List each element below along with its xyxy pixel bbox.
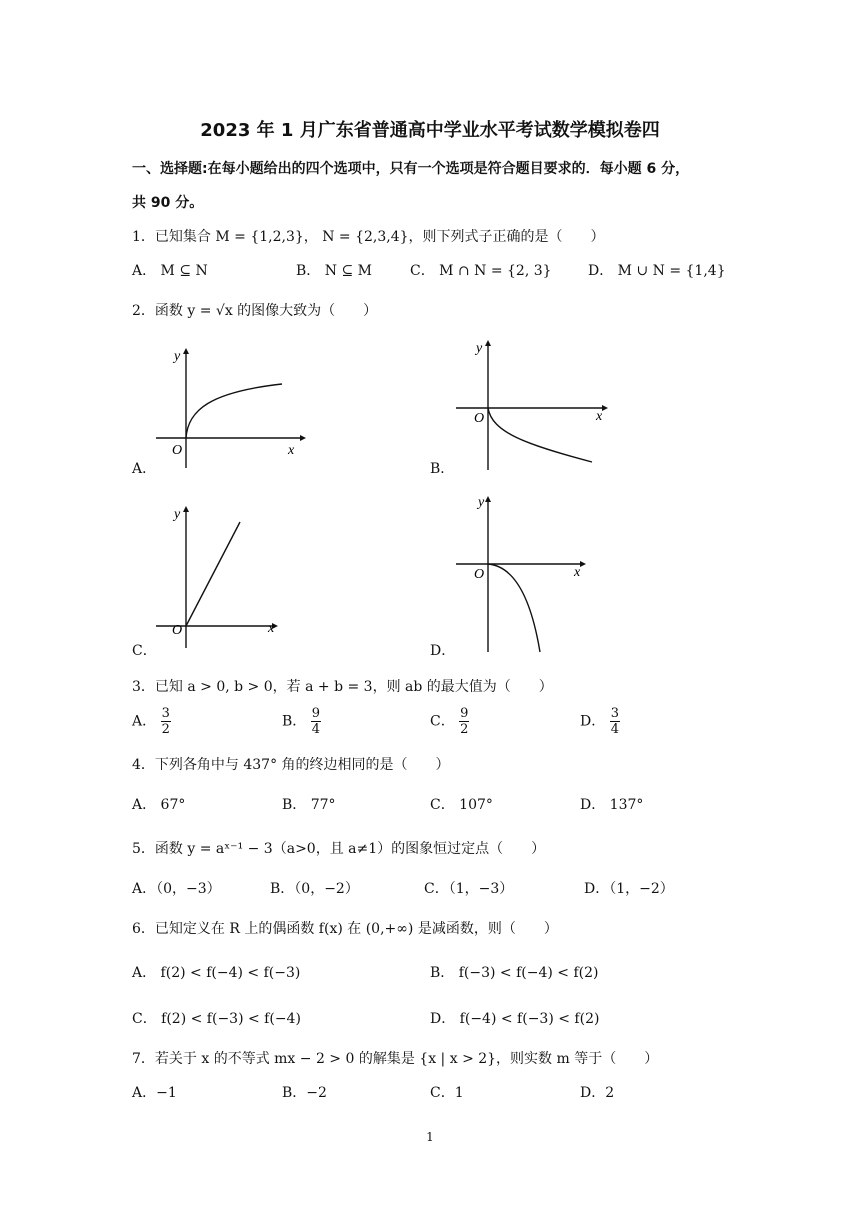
q2-option-b: B． [430,461,455,477]
q3-option-a-fraction: $\frac{3}{2}$ [161,706,170,737]
q2-graph-b-x-label: x [596,409,603,424]
q7-option-c: C．1 [430,1085,464,1101]
q3-option-c-fraction: $\frac{9}{2}$ [460,706,469,737]
q2-graph-d-y-label: y [478,495,485,510]
q2-graph-d-origin: O [474,567,485,582]
q2-graph-c-x-label: x [268,621,275,636]
q6-stem: 6．已知定义在 R 上的偶函数 f(x) 在 (0,+∞) 是减函数，则（ ） [132,921,558,937]
q3-stem: 3．已知 a > 0, b > 0，若 a + b = 3，则 ab 的最大值为（ ） [132,679,553,695]
q7-option-b: B．−2 [282,1085,327,1101]
q3-option-d-fraction: $\frac{3}{4}$ [610,706,619,737]
q5-stem: 5．函数 y = aˣ⁻¹ − 3（a>0，且 a≠1）的图象恒过定点（ ） [132,841,546,857]
q1-option-d: D． M ∪ N = {1,4} [588,263,726,279]
q7-option-d: D．2 [580,1085,615,1101]
q2-graph-d [450,492,600,654]
page-title: 2023 年 1 月广东省普通高中学业水平考试数学模拟卷四 [200,120,660,141]
q2-graph-c-origin: O [172,623,183,638]
q2-option-a: A． [132,461,157,477]
q5-option-c: C．（1，−3） [424,881,514,897]
q2-stem: 2．函数 y = √x 的图像大致为（ ） [132,303,378,319]
q7-option-a: A．−1 [132,1085,177,1101]
q2-graph-c [150,500,290,650]
q6-option-b: B． f(−3) < f(−4) < f(2) [430,965,599,981]
q3-option-b-fraction: $\frac{9}{4}$ [311,706,321,737]
q2-graph-b-y-label: y [476,341,483,356]
q4-option-a: A． 67° [132,797,186,813]
q3-option-d: D． $\frac{3}{4}$ [580,706,619,737]
q5-option-a: A．（0，−3） [132,881,221,897]
q2-graph-c-y-label: y [174,507,181,522]
q6-option-d: D． f(−4) < f(−3) < f(2) [430,1011,600,1027]
q2-graph-b [450,336,620,472]
q1-option-c: C． M ∩ N = {2, 3} [410,263,552,279]
q4-stem: 4．下列各角中与 437° 角的终边相同的是（ ） [132,757,450,773]
q2-graph-a [150,340,310,470]
q3-option-c: C． $\frac{9}{2}$ [430,706,469,737]
q3-option-a: A． $\frac{3}{2}$ [132,706,170,737]
section-heading-line1: 一、选择题:在每小题给出的四个选项中，只有一个选项是符合题目要求的．每小题 6 分， [132,161,690,177]
q7-stem: 7．若关于 x 的不等式 mx − 2 > 0 的解集是 {x | x > 2}，则实数 m 等于（ ） [132,1051,659,1067]
q1-stem: 1．已知集合 M = {1,2,3}， N = {2,3,4}，则下列式子正确的是（ ） [132,229,605,245]
q2-option-d: D． [430,643,456,659]
q4-option-d: D． 137° [580,797,644,813]
section-heading-line2: 共 90 分。 [132,195,204,211]
q2-graph-d-x-label: x [574,565,581,580]
q2-graph-a-x-label: x [288,443,295,458]
q3-option-b: B． $\frac{9}{4}$ [282,706,321,737]
q5-option-d: D．（1，−2） [584,881,674,897]
q1-option-b: B． N ⊆ M [296,263,372,279]
page-number: 1 [426,1130,434,1144]
q6-option-a: A． f(2) < f(−4) < f(−3) [132,965,301,981]
q2-option-c: C． [132,643,157,659]
q2-graph-a-origin: O [172,443,183,458]
q4-option-c: C． 107° [430,797,493,813]
q2-graph-b-origin: O [474,411,485,426]
q2-graph-a-y-label: y [174,349,181,364]
q6-option-c: C． f(2) < f(−3) < f(−4) [132,1011,301,1027]
q1-option-a: A． M ⊆ N [132,263,208,279]
q5-option-b: B．（0，−2） [270,881,359,897]
q4-option-b: B． 77° [282,797,336,813]
